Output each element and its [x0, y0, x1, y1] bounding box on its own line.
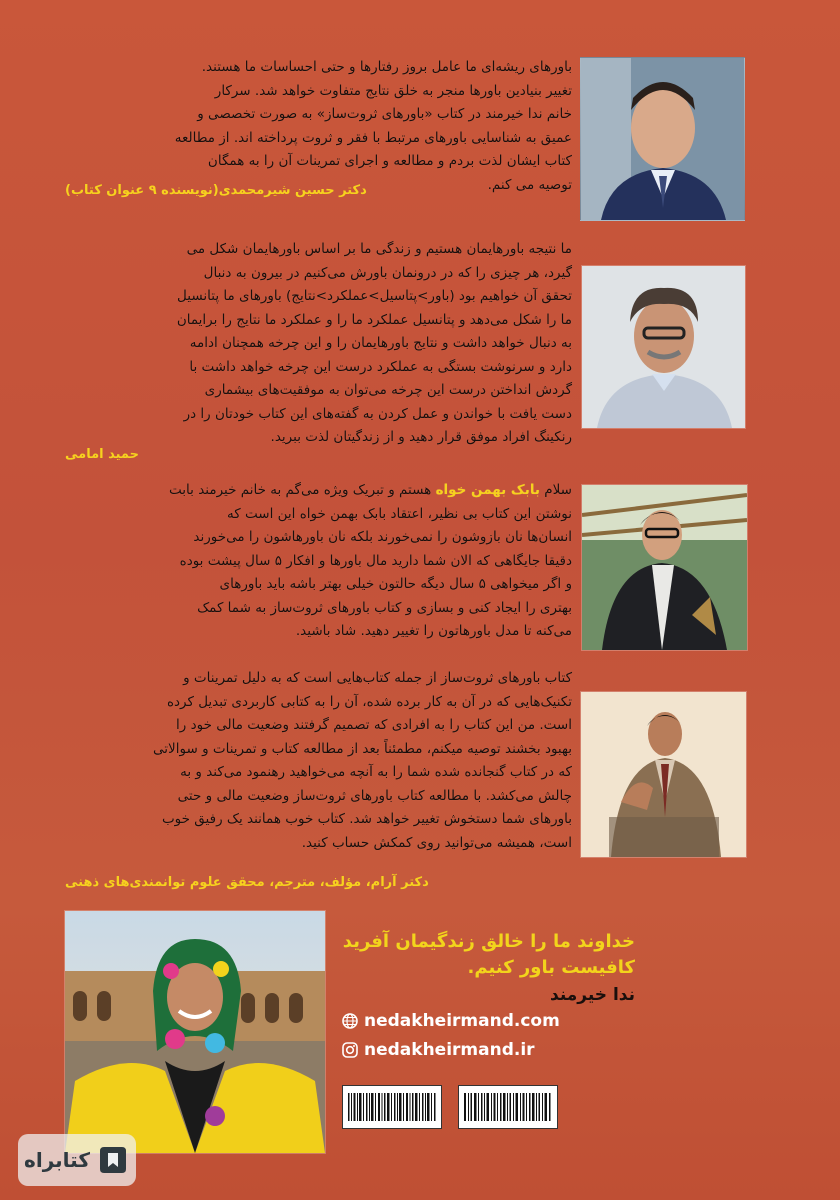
instagram-icon	[342, 1042, 358, 1058]
babak-name: بابک بهمن خواه	[435, 482, 540, 498]
testimonial-2-text: ما نتیجه باورهایمان هستیم و زندگی ما بر اساس باورهایمان شکل می گیرد، هر چیزی را که در درونمان باورش می‌کنیم در بیرون به دنبال تحقق آن خواهیم بود (باور>پتاسیل>عملکرد>نتایج) باورهای ما پتانسیل ما را شکل می‌دهد و پتانسیل عملکرد ما را و عملکرد ما نتایج را برایمان به دنبال خواهد داشت و نتایج باورهایمان را و این چرخه همچنان ادامه دارد و سرنوشت بستگی به عملکرد درست این چرخه خواهد داشت با گردش انداختن درست این چرخه می‌توان به موفقیت‌های بیشماری دست یافت با خواندن و عمل کردن به گفته‌های این کتاب خودتان را در رنکینگ افراد موفق قرار دهید و از زندگیتان لذت ببرید.	[176, 241, 572, 445]
author-quote: خداوند ما را خالق زندگیمان آفرید کافیست باور کنیم.	[342, 931, 635, 978]
author-photo-hossein	[580, 57, 745, 221]
barcode-isbn-1	[342, 1085, 442, 1129]
instagram-text: nedakheirmand.ir	[364, 1040, 535, 1060]
ketabrah-logo[interactable]	[18, 1134, 136, 1186]
testimonial-4-text: کتاب باورهای ثروت‌ساز از جمله کتاب‌هایی است که به دلیل تمرینات و تکنیک‌هایی که در آن به کار برده شده، آن را به کتابی کاربردی تبدیل کرده است. من این کتاب را به افرادی که تصمیم گرفتند وضعیت مالی خود را بهبود بخشند توصیه میکنم، مطمئناً بعد از مطالعه کتاب و تمرینات و سوالاتی که در کتاب گنجانده شده شما را به آنچه می‌خواهید رهنمود می‌کند و به چالش می‌کشد. با مطالعه کتاب باورهای ثروت‌ساز وضعیت مالی و حتی باورهای شما دستخوش تغییر خواهد شد. کتاب خوب همانند یک رفیق خوب است، همیشه می‌توانید روی کمکش حساب کنید.	[153, 670, 572, 851]
website-text: nedakheirmand.com	[364, 1011, 560, 1031]
testimonial-4-author: دکتر آرام، مؤلف، مترجم، محقق علوم توانمندی‌های ذهنی	[65, 875, 429, 890]
author-photo-aram	[580, 691, 747, 858]
ketabrah-logo-text: کتابراه	[24, 1148, 90, 1172]
testimonial-2-author: حمید امامی	[65, 447, 140, 462]
testimonial-1-text: باورهای ریشه‌ای ما عامل بروز رفتارها و حتی احساسات ما هستند. تغییر بنیادین باورها منجر به خلق نتایج متفاوت خواهد شد. سرکار خانم ندا خیرمند در کتاب «باورهای ثروت‌ساز» به صورت تخصصی و عمیق به شناسایی باورهای مرتبط با فقر و ثروت پرداخته اند. از مطالعه کتاب ایشان لذت بردم و مطالعه و اجرای تمرینات آن را به همگان توصیه می کنم.	[174, 59, 572, 193]
ketabrah-logo-icon	[96, 1143, 130, 1177]
instagram-link[interactable]	[342, 1040, 535, 1060]
website-link[interactable]	[342, 1011, 560, 1031]
testimonial-1-author: دکتر حسین شیرمحمدی(نویسنده ۹ عنوان کتاب)	[65, 183, 367, 198]
author-photo-hamid	[581, 265, 746, 429]
globe-icon	[342, 1013, 358, 1029]
barcode-graphic	[343, 1086, 441, 1128]
author-photo-babak	[581, 484, 748, 651]
testimonial-3-text: سلام بابک بهمن خواه هستم و تبریک ویژه می‌گم به خانم خیرمند بابت نوشتن این کتاب بی نظیر، اعتقاد بابک بهمن خواه این است که انسان‌ها نان بازوشون را نمی‌خورند بلکه نان باورهاشون را می‌خورند دقیقا جایگاهی که الان شما دارید مال باورها و افکار ۵ سال پیشت بوده و اگر میخواهی ۵ سال دیگه حالتون خیلی بهتر باشه باید باورهای بهتری را ایجاد کنی و بسازی و کتاب باورهای ثروت‌ساز به شما کمک می‌کنه تا مدل باورهاتون را تغییر دهید. شاد باشید.	[169, 482, 572, 639]
barcode-isbn-2	[458, 1085, 558, 1129]
barcode-graphic	[459, 1086, 557, 1128]
author-signature-name: ندا خیرمند	[550, 985, 635, 1005]
author-photo-neda	[64, 910, 326, 1154]
